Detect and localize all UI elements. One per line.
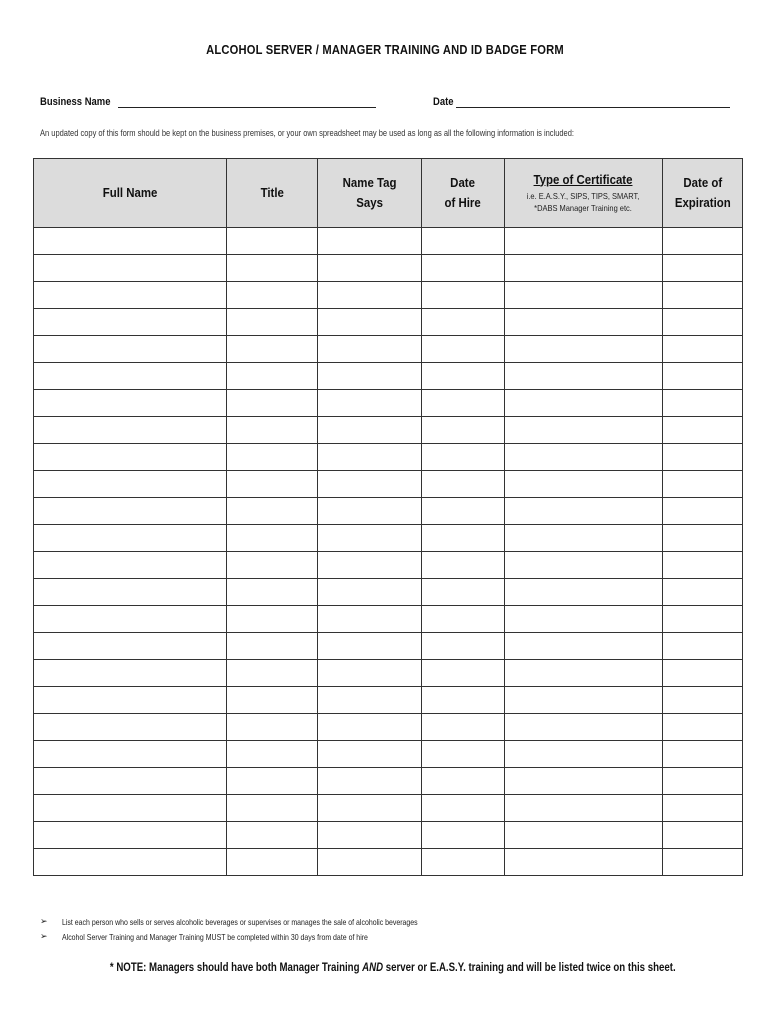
business-name-label: Business Name <box>40 96 111 108</box>
cell-title[interactable] <box>227 255 318 282</box>
manager-note <box>0 962 770 974</box>
cell-name-tag[interactable] <box>318 498 422 525</box>
cell-date-of-hire[interactable] <box>422 363 505 390</box>
cell-date-of-hire[interactable] <box>422 255 505 282</box>
header-certificate <box>505 159 663 228</box>
header-name-tag: Name Tag Says <box>318 159 422 228</box>
cell-certificate[interactable] <box>505 660 663 687</box>
table-row <box>34 417 743 444</box>
cell-title[interactable] <box>227 336 318 363</box>
cell-title[interactable] <box>227 309 318 336</box>
cell-name-tag[interactable] <box>318 606 422 633</box>
cell-title[interactable] <box>227 768 318 795</box>
cell-name-tag[interactable] <box>318 525 422 552</box>
cell-title[interactable] <box>227 795 318 822</box>
table-row <box>34 552 743 579</box>
cell-certificate[interactable] <box>505 687 663 714</box>
cell-expiration[interactable] <box>663 849 743 876</box>
cell-full-name[interactable] <box>34 579 227 606</box>
cell-full-name[interactable] <box>34 714 227 741</box>
cell-title[interactable] <box>227 687 318 714</box>
cell-full-name[interactable] <box>34 849 227 876</box>
cell-certificate[interactable] <box>505 309 663 336</box>
business-name-input-line[interactable] <box>118 95 376 108</box>
cell-title[interactable] <box>227 714 318 741</box>
cell-date-of-hire[interactable] <box>422 606 505 633</box>
note-text: Alcohol Server Training and Manager Training MUST be completed within 30 days from date of hire <box>62 931 368 942</box>
cell-date-of-hire[interactable] <box>422 228 505 255</box>
cell-name-tag[interactable] <box>318 660 422 687</box>
cell-name-tag[interactable] <box>318 309 422 336</box>
cell-expiration[interactable] <box>663 417 743 444</box>
cell-name-tag[interactable] <box>318 687 422 714</box>
cell-certificate[interactable] <box>505 795 663 822</box>
cell-full-name[interactable] <box>34 525 227 552</box>
manager-note-part2: server or E.A.S.Y. training and will be listed twice on this sheet. <box>383 962 676 974</box>
cell-date-of-hire[interactable] <box>422 471 505 498</box>
cell-date-of-hire[interactable] <box>422 768 505 795</box>
cell-certificate[interactable] <box>505 498 663 525</box>
table-row <box>34 714 743 741</box>
cell-name-tag[interactable] <box>318 795 422 822</box>
cell-name-tag[interactable] <box>318 768 422 795</box>
cell-name-tag[interactable] <box>318 282 422 309</box>
cell-date-of-hire[interactable] <box>422 687 505 714</box>
cell-name-tag[interactable] <box>318 228 422 255</box>
cell-expiration[interactable] <box>663 309 743 336</box>
certificate-title: Type of Certificate <box>534 171 633 187</box>
cell-expiration[interactable] <box>663 579 743 606</box>
cell-name-tag[interactable] <box>318 633 422 660</box>
cell-certificate[interactable] <box>505 336 663 363</box>
table-row <box>34 822 743 849</box>
cell-certificate[interactable] <box>505 714 663 741</box>
cell-full-name[interactable] <box>34 498 227 525</box>
cell-full-name[interactable] <box>34 282 227 309</box>
cell-date-of-hire[interactable] <box>422 417 505 444</box>
cell-name-tag[interactable] <box>318 390 422 417</box>
cell-title[interactable] <box>227 579 318 606</box>
table-row <box>34 282 743 309</box>
cell-expiration[interactable] <box>663 741 743 768</box>
table-row <box>34 336 743 363</box>
header-expiration: Date of Expiration <box>663 159 743 228</box>
cell-name-tag[interactable] <box>318 822 422 849</box>
cell-title[interactable] <box>227 444 318 471</box>
cell-name-tag[interactable] <box>318 417 422 444</box>
cell-name-tag[interactable] <box>318 741 422 768</box>
cell-certificate[interactable] <box>505 741 663 768</box>
cell-full-name[interactable] <box>34 417 227 444</box>
cell-expiration[interactable] <box>663 633 743 660</box>
cell-certificate[interactable] <box>505 417 663 444</box>
cell-date-of-hire[interactable] <box>422 282 505 309</box>
table-row <box>34 606 743 633</box>
cell-full-name[interactable] <box>34 255 227 282</box>
cell-expiration[interactable] <box>663 795 743 822</box>
cell-full-name[interactable] <box>34 552 227 579</box>
table-row <box>34 228 743 255</box>
arrow-bullet-icon: ➢ <box>40 916 48 926</box>
cell-certificate[interactable] <box>505 606 663 633</box>
cell-expiration[interactable] <box>663 822 743 849</box>
header-title: Title <box>227 159 318 228</box>
cell-title[interactable] <box>227 390 318 417</box>
arrow-bullet-icon: ➢ <box>40 931 48 941</box>
cell-full-name[interactable] <box>34 390 227 417</box>
cell-certificate[interactable] <box>505 633 663 660</box>
cell-title[interactable] <box>227 633 318 660</box>
cell-full-name[interactable] <box>34 768 227 795</box>
cell-expiration[interactable] <box>663 552 743 579</box>
header-date-of-hire: Date of Hire <box>422 159 505 228</box>
cell-date-of-hire[interactable] <box>422 849 505 876</box>
date-label: Date <box>433 96 454 108</box>
table-row <box>34 741 743 768</box>
cell-certificate[interactable] <box>505 363 663 390</box>
cell-date-of-hire[interactable] <box>422 714 505 741</box>
cell-certificate[interactable] <box>505 525 663 552</box>
cell-date-of-hire[interactable] <box>422 498 505 525</box>
cell-date-of-hire[interactable] <box>422 795 505 822</box>
cell-expiration[interactable] <box>663 471 743 498</box>
cell-date-of-hire[interactable] <box>422 390 505 417</box>
cell-expiration[interactable] <box>663 363 743 390</box>
cell-name-tag[interactable] <box>318 363 422 390</box>
cell-title[interactable] <box>227 363 318 390</box>
cell-name-tag[interactable] <box>318 444 422 471</box>
form-title: ALCOHOL SERVER / MANAGER TRAINING AND ID BADGE FORM <box>206 42 564 57</box>
cell-expiration[interactable] <box>663 525 743 552</box>
cell-certificate[interactable] <box>505 822 663 849</box>
instructions-text: An updated copy of this form should be kept on the business premises, or your own spreadsheet may be used as long as all the following information is included: <box>40 128 575 139</box>
cell-date-of-hire[interactable] <box>422 741 505 768</box>
cell-expiration[interactable] <box>663 255 743 282</box>
cell-full-name[interactable] <box>34 309 227 336</box>
cell-title[interactable] <box>227 606 318 633</box>
cell-date-of-hire[interactable] <box>422 579 505 606</box>
cell-title[interactable] <box>227 525 318 552</box>
note-text: List each person who sells or serves alcoholic beverages or supervises or manages the sale of alcoholic beverages <box>62 916 418 927</box>
cell-date-of-hire[interactable] <box>422 525 505 552</box>
table-row <box>34 795 743 822</box>
cell-date-of-hire[interactable] <box>422 822 505 849</box>
cell-full-name[interactable] <box>34 741 227 768</box>
cell-certificate[interactable] <box>505 471 663 498</box>
cell-name-tag[interactable] <box>318 579 422 606</box>
table-header-row <box>34 159 743 228</box>
list-item <box>40 929 496 944</box>
table-row <box>34 363 743 390</box>
date-field[interactable] <box>433 95 730 108</box>
cell-full-name[interactable] <box>34 795 227 822</box>
table-row <box>34 255 743 282</box>
cell-name-tag[interactable] <box>318 552 422 579</box>
cell-name-tag[interactable] <box>318 471 422 498</box>
cell-expiration[interactable] <box>663 660 743 687</box>
cell-full-name[interactable] <box>34 363 227 390</box>
cell-expiration[interactable] <box>663 282 743 309</box>
training-table <box>33 158 743 876</box>
cell-date-of-hire[interactable] <box>422 444 505 471</box>
cell-expiration[interactable] <box>663 606 743 633</box>
cell-date-of-hire[interactable] <box>422 309 505 336</box>
cell-title[interactable] <box>227 498 318 525</box>
cell-certificate[interactable] <box>505 228 663 255</box>
table-row <box>34 390 743 417</box>
cell-full-name[interactable] <box>34 471 227 498</box>
cell-expiration[interactable] <box>663 390 743 417</box>
cell-certificate[interactable] <box>505 255 663 282</box>
cell-full-name[interactable] <box>34 660 227 687</box>
cell-certificate[interactable] <box>505 390 663 417</box>
table-row <box>34 309 743 336</box>
table-row <box>34 687 743 714</box>
cell-expiration[interactable] <box>663 444 743 471</box>
cell-title[interactable] <box>227 741 318 768</box>
table-row <box>34 660 743 687</box>
cell-full-name[interactable] <box>34 336 227 363</box>
cell-name-tag[interactable] <box>318 714 422 741</box>
cell-title[interactable] <box>227 228 318 255</box>
cell-expiration[interactable] <box>663 687 743 714</box>
cell-title[interactable] <box>227 849 318 876</box>
cell-certificate[interactable] <box>505 579 663 606</box>
cell-certificate[interactable] <box>505 552 663 579</box>
cell-date-of-hire[interactable] <box>422 552 505 579</box>
cell-date-of-hire[interactable] <box>422 336 505 363</box>
manager-note-emphasis: AND <box>362 962 384 974</box>
cell-full-name[interactable] <box>34 606 227 633</box>
certificate-examples-2: *DABS Manager Training etc. <box>534 202 633 213</box>
cell-full-name[interactable] <box>34 228 227 255</box>
cell-title[interactable] <box>227 417 318 444</box>
table-row <box>34 768 743 795</box>
cell-certificate[interactable] <box>505 768 663 795</box>
cell-expiration[interactable] <box>663 768 743 795</box>
cell-expiration[interactable] <box>663 336 743 363</box>
cell-title[interactable] <box>227 282 318 309</box>
cell-certificate[interactable] <box>505 444 663 471</box>
cell-date-of-hire[interactable] <box>422 660 505 687</box>
notes-list <box>40 914 496 944</box>
cell-expiration[interactable] <box>663 498 743 525</box>
business-name-field[interactable] <box>40 95 376 108</box>
table-row <box>34 525 743 552</box>
cell-certificate[interactable] <box>505 282 663 309</box>
cell-certificate[interactable] <box>505 849 663 876</box>
manager-note-part1: * NOTE: Managers should have both Manager Training <box>110 962 363 974</box>
cell-title[interactable] <box>227 822 318 849</box>
cell-full-name[interactable] <box>34 633 227 660</box>
cell-expiration[interactable] <box>663 228 743 255</box>
cell-name-tag[interactable] <box>318 255 422 282</box>
table-row <box>34 498 743 525</box>
certificate-examples: i.e. E.A.S.Y., SIPS, TIPS, SMART, <box>527 190 640 201</box>
cell-full-name[interactable] <box>34 687 227 714</box>
cell-title[interactable] <box>227 552 318 579</box>
header-full-name: Full Name <box>34 159 227 228</box>
table-row <box>34 849 743 876</box>
cell-name-tag[interactable] <box>318 336 422 363</box>
table-row <box>34 633 743 660</box>
table-row <box>34 579 743 606</box>
list-item <box>40 914 496 929</box>
cell-title[interactable] <box>227 660 318 687</box>
table-row <box>34 471 743 498</box>
cell-title[interactable] <box>227 471 318 498</box>
cell-full-name[interactable] <box>34 444 227 471</box>
date-input-line[interactable] <box>456 95 730 108</box>
cell-date-of-hire[interactable] <box>422 633 505 660</box>
cell-expiration[interactable] <box>663 714 743 741</box>
cell-name-tag[interactable] <box>318 849 422 876</box>
cell-full-name[interactable] <box>34 822 227 849</box>
table-row <box>34 444 743 471</box>
